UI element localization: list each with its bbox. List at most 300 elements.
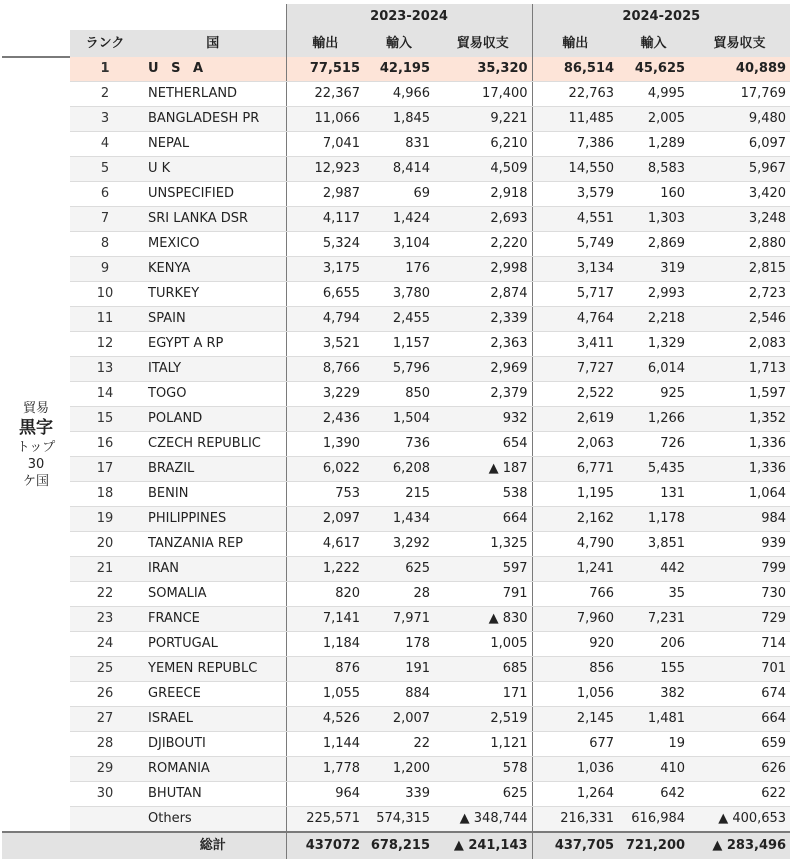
table-row (2, 132, 790, 157)
value-cell-b1: 791 (434, 582, 532, 607)
value-cell-e1: 7,141 (286, 607, 364, 632)
value-cell-i2: 206 (618, 632, 689, 657)
value-cell-i2: 8,583 (618, 157, 689, 182)
table-row (2, 607, 790, 632)
country-cell: GREECE (140, 682, 286, 707)
value-cell-i1: 69 (364, 182, 434, 207)
value-cell-i2: 1,303 (618, 207, 689, 232)
value-cell-i1: 7,971 (364, 607, 434, 632)
table-row (2, 357, 790, 382)
value-cell-i2: 4,995 (618, 82, 689, 107)
value-cell-b1: 2,519 (434, 707, 532, 732)
rank-cell: 17 (70, 457, 140, 482)
value-cell-b2: 939 (689, 532, 790, 557)
value-cell-b2: 1,064 (689, 482, 790, 507)
rank-cell: 1 (70, 57, 140, 82)
value-cell-i2: 131 (618, 482, 689, 507)
table-row (2, 632, 790, 657)
table-row (2, 232, 790, 257)
rank-cell: 4 (70, 132, 140, 157)
value-cell-b2: 626 (689, 757, 790, 782)
country-cell: NEPAL (140, 132, 286, 157)
value-cell-i2: 3,851 (618, 532, 689, 557)
value-cell-b2: 714 (689, 632, 790, 657)
value-cell-e2: 3,579 (532, 182, 618, 207)
value-cell-i2: 35 (618, 582, 689, 607)
value-cell-e1: 4,117 (286, 207, 364, 232)
value-cell-b1: 2,220 (434, 232, 532, 257)
table-row (2, 382, 790, 407)
value-cell-i2: 410 (618, 757, 689, 782)
value-cell-i1: 2,455 (364, 307, 434, 332)
value-cell-b2: 730 (689, 582, 790, 607)
table-row (2, 332, 790, 357)
country-cell: FRANCE (140, 607, 286, 632)
side-label-line2: 黒字 (19, 417, 53, 438)
table-row (2, 682, 790, 707)
value-cell-i1: 1,845 (364, 107, 434, 132)
value-cell-e2: 856 (532, 657, 618, 682)
value-cell-b1: 664 (434, 507, 532, 532)
value-cell-e1: 12,923 (286, 157, 364, 182)
value-cell-b2: 5,967 (689, 157, 790, 182)
value-cell-e2: 2,162 (532, 507, 618, 532)
value-cell-b1: 9,221 (434, 107, 532, 132)
value-cell-b2: 701 (689, 657, 790, 682)
rank-cell: 6 (70, 182, 140, 207)
value-cell-e1: 2,436 (286, 407, 364, 432)
value-cell-e2: 7,727 (532, 357, 618, 382)
value-cell-b1: ▲ 187 (434, 457, 532, 482)
country-cell: Others (140, 807, 286, 833)
rank-cell: 8 (70, 232, 140, 257)
rank-cell: 29 (70, 757, 140, 782)
value-cell-i1: 1,504 (364, 407, 434, 432)
value-cell-b2: 1,713 (689, 357, 790, 382)
value-cell-i2: 5,435 (618, 457, 689, 482)
value-cell-i1: 42,195 (364, 57, 434, 82)
value-cell-e1: 6,655 (286, 282, 364, 307)
rank-cell: 27 (70, 707, 140, 732)
value-cell-i2: 7,231 (618, 607, 689, 632)
value-cell-b2: 1,336 (689, 457, 790, 482)
value-cell-b2: 2,083 (689, 332, 790, 357)
rank-cell: 23 (70, 607, 140, 632)
country-cell: CZECH REPUBLIC (140, 432, 286, 457)
value-cell-e1: 8,766 (286, 357, 364, 382)
value-cell-b1: 17,400 (434, 82, 532, 107)
table-row (2, 457, 790, 482)
value-cell-e2: 2,145 (532, 707, 618, 732)
value-cell-i2: 925 (618, 382, 689, 407)
value-cell-e2: 1,195 (532, 482, 618, 507)
value-cell-e2: 5,749 (532, 232, 618, 257)
table-row (2, 432, 790, 457)
value-cell-b2: 729 (689, 607, 790, 632)
value-cell-i2: 382 (618, 682, 689, 707)
rank-cell: 14 (70, 382, 140, 407)
country-cell: U S A (140, 57, 286, 82)
value-cell-e2: 677 (532, 732, 618, 757)
value-cell-i2: 2,993 (618, 282, 689, 307)
value-cell-e1: 22,367 (286, 82, 364, 107)
value-cell-b2: 9,480 (689, 107, 790, 132)
value-cell-b2: 1,352 (689, 407, 790, 432)
value-cell-i1: 736 (364, 432, 434, 457)
rank-cell: 13 (70, 357, 140, 382)
value-cell-i1: 850 (364, 382, 434, 407)
value-cell-e2: 2,522 (532, 382, 618, 407)
value-cell-e1: 876 (286, 657, 364, 682)
value-cell-i1: 1,434 (364, 507, 434, 532)
value-cell-i1: 831 (364, 132, 434, 157)
table-row (2, 757, 790, 782)
rank-cell: 9 (70, 257, 140, 282)
side-label-line4: 30 (27, 456, 45, 472)
value-cell-e1: 4,617 (286, 532, 364, 557)
value-cell-e1: 820 (286, 582, 364, 607)
rank-cell: 24 (70, 632, 140, 657)
table-row (2, 207, 790, 232)
rank-cell: 22 (70, 582, 140, 607)
export-header-1: 輸出 (286, 30, 364, 57)
table-row (2, 407, 790, 432)
country-cell: IRAN (140, 557, 286, 582)
balance-header-2: 貿易収支 (689, 30, 790, 57)
value-cell-b2: 799 (689, 557, 790, 582)
value-cell-i1: 3,780 (364, 282, 434, 307)
value-cell-b1: 1,121 (434, 732, 532, 757)
table-row (2, 307, 790, 332)
value-cell-i1: 2,007 (364, 707, 434, 732)
value-cell-i2: 616,984 (618, 807, 689, 833)
value-cell-e1: 964 (286, 782, 364, 807)
country-cell: ITALY (140, 357, 286, 382)
table-row (2, 282, 790, 307)
side-label-line5: ケ国 (22, 473, 49, 489)
value-cell-i1: 28 (364, 582, 434, 607)
side-label-line1: 貿易 (22, 400, 49, 416)
rank-cell: 21 (70, 557, 140, 582)
value-cell-b2: 40,889 (689, 57, 790, 82)
rank-cell (70, 807, 140, 833)
value-cell-i1: 215 (364, 482, 434, 507)
value-cell-b2: 984 (689, 507, 790, 532)
value-cell-i2: 1,178 (618, 507, 689, 532)
value-cell-e1: 3,229 (286, 382, 364, 407)
value-cell-e1: 4,794 (286, 307, 364, 332)
table-row (2, 57, 790, 82)
value-cell-i1: 574,315 (364, 807, 434, 833)
country-cell: BANGLADESH PR (140, 107, 286, 132)
value-cell-i1: 1,424 (364, 207, 434, 232)
value-cell-b2: 3,248 (689, 207, 790, 232)
value-cell-b1: 2,693 (434, 207, 532, 232)
country-cell: SOMALIA (140, 582, 286, 607)
value-cell-b1: 35,320 (434, 57, 532, 82)
rank-cell: 2 (70, 82, 140, 107)
country-cell: UNSPECIFIED (140, 182, 286, 207)
value-cell-b2: 674 (689, 682, 790, 707)
country-cell: DJIBOUTI (140, 732, 286, 757)
value-cell-e1: 1,222 (286, 557, 364, 582)
value-cell-i2: 45,625 (618, 57, 689, 82)
value-cell-b2: 3,420 (689, 182, 790, 207)
rank-cell: 26 (70, 682, 140, 707)
country-cell: PHILIPPINES (140, 507, 286, 532)
value-cell-i2: 2,005 (618, 107, 689, 132)
value-cell-e1: 1,144 (286, 732, 364, 757)
country-cell: NETHERLAND (140, 82, 286, 107)
value-cell-i2: 1,481 (618, 707, 689, 732)
value-cell-i1: 1,157 (364, 332, 434, 357)
side-label (2, 57, 70, 832)
value-cell-e2: 4,790 (532, 532, 618, 557)
value-cell-b1: 2,874 (434, 282, 532, 307)
value-cell-e1: 753 (286, 482, 364, 507)
value-cell-i2: 642 (618, 782, 689, 807)
rank-cell: 3 (70, 107, 140, 132)
value-cell-e1: 11,066 (286, 107, 364, 132)
table-row (2, 782, 790, 807)
rank-cell: 12 (70, 332, 140, 357)
rank-cell: 18 (70, 482, 140, 507)
total-cell-b2: ▲ 283,496 (689, 832, 790, 859)
value-cell-b2: 664 (689, 707, 790, 732)
period-2024-2025: 2024-2025 (532, 4, 790, 30)
value-cell-i1: 22 (364, 732, 434, 757)
value-cell-i2: 1,266 (618, 407, 689, 432)
value-cell-b1: ▲ 830 (434, 607, 532, 632)
value-cell-e1: 6,022 (286, 457, 364, 482)
country-cell: SRI LANKA DSR (140, 207, 286, 232)
value-cell-i1: 3,104 (364, 232, 434, 257)
value-cell-e1: 1,390 (286, 432, 364, 457)
value-cell-b1: 932 (434, 407, 532, 432)
country-cell: TURKEY (140, 282, 286, 307)
country-cell: MEXICO (140, 232, 286, 257)
country-cell: U K (140, 157, 286, 182)
value-cell-i1: 1,200 (364, 757, 434, 782)
column-header-row (2, 30, 790, 57)
value-cell-b2: 2,546 (689, 307, 790, 332)
country-cell: SPAIN (140, 307, 286, 332)
value-cell-i1: 4,966 (364, 82, 434, 107)
value-cell-i1: 884 (364, 682, 434, 707)
value-cell-b1: 2,918 (434, 182, 532, 207)
value-cell-i2: 160 (618, 182, 689, 207)
value-cell-b1: 171 (434, 682, 532, 707)
value-cell-e2: 5,717 (532, 282, 618, 307)
value-cell-i2: 1,329 (618, 332, 689, 357)
country-cell: POLAND (140, 407, 286, 432)
table-row (2, 182, 790, 207)
country-cell: PORTUGAL (140, 632, 286, 657)
value-cell-e1: 77,515 (286, 57, 364, 82)
period-2023-2024: 2023-2024 (286, 4, 532, 30)
value-cell-i1: 178 (364, 632, 434, 657)
value-cell-e1: 4,526 (286, 707, 364, 732)
table-row (2, 107, 790, 132)
value-cell-b2: ▲ 400,653 (689, 807, 790, 833)
balance-header-1: 貿易収支 (434, 30, 532, 57)
rank-cell: 30 (70, 782, 140, 807)
value-cell-b1: 685 (434, 657, 532, 682)
total-cell-i2: 721,200 (618, 832, 689, 859)
rank-header: ランク (70, 30, 140, 57)
value-cell-e2: 7,960 (532, 607, 618, 632)
value-cell-i1: 8,414 (364, 157, 434, 182)
country-cell: BHUTAN (140, 782, 286, 807)
value-cell-e1: 7,041 (286, 132, 364, 157)
country-cell: ISRAEL (140, 707, 286, 732)
value-cell-e2: 1,036 (532, 757, 618, 782)
table-row (2, 732, 790, 757)
value-cell-b1: ▲ 348,744 (434, 807, 532, 833)
value-cell-i1: 176 (364, 257, 434, 282)
value-cell-i1: 5,796 (364, 357, 434, 382)
table-row (2, 807, 790, 833)
value-cell-b2: 659 (689, 732, 790, 757)
import-header-2: 輸入 (618, 30, 689, 57)
table-row (2, 157, 790, 182)
value-cell-i2: 319 (618, 257, 689, 282)
value-cell-e2: 1,056 (532, 682, 618, 707)
value-cell-b1: 6,210 (434, 132, 532, 157)
value-cell-e1: 2,987 (286, 182, 364, 207)
period-header-row (2, 4, 790, 30)
value-cell-i1: 6,208 (364, 457, 434, 482)
rank-cell: 28 (70, 732, 140, 757)
value-cell-e2: 1,264 (532, 782, 618, 807)
value-cell-b2: 1,597 (689, 382, 790, 407)
value-cell-e2: 766 (532, 582, 618, 607)
value-cell-i1: 191 (364, 657, 434, 682)
rank-cell: 16 (70, 432, 140, 457)
rank-cell: 15 (70, 407, 140, 432)
side-label-line3: トップ (16, 439, 56, 455)
value-cell-b2: 1,336 (689, 432, 790, 457)
value-cell-i2: 1,289 (618, 132, 689, 157)
country-cell: ROMANIA (140, 757, 286, 782)
table-row (2, 82, 790, 107)
table-row (2, 657, 790, 682)
value-cell-e1: 1,055 (286, 682, 364, 707)
table-row (2, 557, 790, 582)
rank-cell: 11 (70, 307, 140, 332)
value-cell-e2: 14,550 (532, 157, 618, 182)
total-cell-i1: 678,215 (364, 832, 434, 859)
value-cell-b2: 17,769 (689, 82, 790, 107)
value-cell-i2: 2,869 (618, 232, 689, 257)
value-cell-i1: 625 (364, 557, 434, 582)
table-row (2, 582, 790, 607)
value-cell-e2: 7,386 (532, 132, 618, 157)
total-cell-e2: 437,705 (532, 832, 618, 859)
value-cell-b1: 2,969 (434, 357, 532, 382)
value-cell-e2: 1,241 (532, 557, 618, 582)
value-cell-b1: 2,339 (434, 307, 532, 332)
total-label: 総計 (140, 832, 286, 859)
value-cell-e1: 2,097 (286, 507, 364, 532)
import-header-1: 輸入 (364, 30, 434, 57)
rank-cell: 7 (70, 207, 140, 232)
country-cell: YEMEN REPUBLC (140, 657, 286, 682)
value-cell-b1: 1,005 (434, 632, 532, 657)
country-cell: BRAZIL (140, 457, 286, 482)
value-cell-e2: 11,485 (532, 107, 618, 132)
value-cell-i2: 726 (618, 432, 689, 457)
value-cell-b1: 2,363 (434, 332, 532, 357)
table-row (2, 507, 790, 532)
value-cell-e2: 2,619 (532, 407, 618, 432)
table-row (2, 257, 790, 282)
value-cell-b1: 1,325 (434, 532, 532, 557)
value-cell-e2: 3,411 (532, 332, 618, 357)
value-cell-e2: 6,771 (532, 457, 618, 482)
country-cell: BENIN (140, 482, 286, 507)
value-cell-b1: 2,998 (434, 257, 532, 282)
table-row (2, 482, 790, 507)
rank-cell: 25 (70, 657, 140, 682)
value-cell-i2: 6,014 (618, 357, 689, 382)
rank-cell: 20 (70, 532, 140, 557)
value-cell-b2: 2,880 (689, 232, 790, 257)
value-cell-b2: 2,815 (689, 257, 790, 282)
country-cell: KENYA (140, 257, 286, 282)
value-cell-e2: 216,331 (532, 807, 618, 833)
trade-surplus-table (2, 4, 790, 859)
country-cell: EGYPT A RP (140, 332, 286, 357)
value-cell-i2: 442 (618, 557, 689, 582)
value-cell-e1: 5,324 (286, 232, 364, 257)
value-cell-b1: 578 (434, 757, 532, 782)
table-row (2, 532, 790, 557)
value-cell-i2: 19 (618, 732, 689, 757)
value-cell-i2: 155 (618, 657, 689, 682)
value-cell-e2: 4,551 (532, 207, 618, 232)
value-cell-e2: 4,764 (532, 307, 618, 332)
value-cell-i1: 3,292 (364, 532, 434, 557)
value-cell-b1: 538 (434, 482, 532, 507)
table-row (2, 707, 790, 732)
value-cell-b1: 654 (434, 432, 532, 457)
value-cell-i1: 339 (364, 782, 434, 807)
value-cell-e1: 3,521 (286, 332, 364, 357)
value-cell-e2: 3,134 (532, 257, 618, 282)
rank-cell: 10 (70, 282, 140, 307)
value-cell-b1: 597 (434, 557, 532, 582)
value-cell-e2: 22,763 (532, 82, 618, 107)
rank-cell: 19 (70, 507, 140, 532)
value-cell-e1: 1,778 (286, 757, 364, 782)
rank-cell: 5 (70, 157, 140, 182)
total-cell-b1: ▲ 241,143 (434, 832, 532, 859)
value-cell-e1: 3,175 (286, 257, 364, 282)
export-header-2: 輸出 (532, 30, 618, 57)
value-cell-b1: 4,509 (434, 157, 532, 182)
value-cell-b1: 2,379 (434, 382, 532, 407)
country-cell: TANZANIA REP (140, 532, 286, 557)
value-cell-b2: 6,097 (689, 132, 790, 157)
value-cell-i2: 2,218 (618, 307, 689, 332)
total-row (2, 832, 790, 859)
value-cell-e2: 2,063 (532, 432, 618, 457)
country-cell: TOGO (140, 382, 286, 407)
value-cell-b1: 625 (434, 782, 532, 807)
value-cell-e2: 86,514 (532, 57, 618, 82)
value-cell-b2: 2,723 (689, 282, 790, 307)
